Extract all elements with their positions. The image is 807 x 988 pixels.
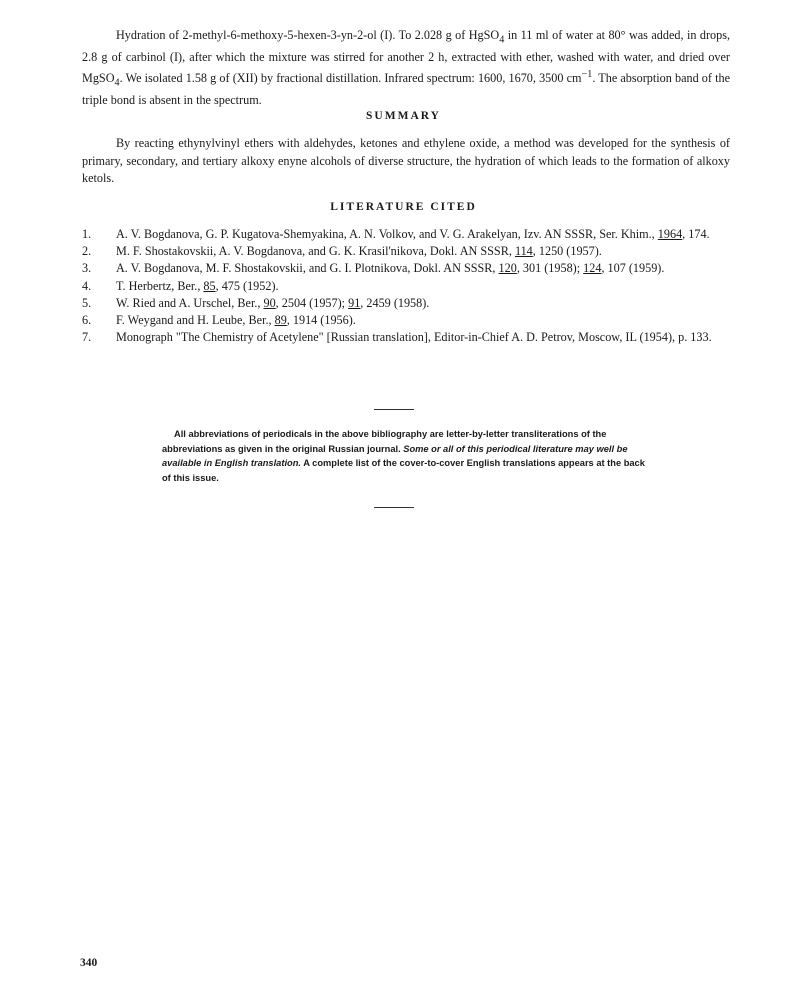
reference-item (82, 243, 732, 260)
reference-text: M. F. Shostakovskii, A. V. Bogdanova, and G. K. Krasil'nikova, Dokl. AN SSSR, 114, 1250 (1957). (116, 244, 602, 259)
reference-number: 7. (82, 330, 92, 345)
references-list (82, 226, 732, 346)
page-number: 340 (80, 957, 98, 969)
reference-number: 3. (82, 261, 92, 276)
hydration-text-intro: Hydration of 2-methyl-6-methoxy-5-hexen-3-yn-2-ol (I). To 2.028 g of HgSO (116, 28, 500, 42)
note-italic-text: Some or all of this periodical literature may well be available in English translation. (162, 443, 628, 468)
reference-volume: 90 (263, 295, 276, 310)
reference-volume: 114 (514, 244, 533, 259)
reference-number: 2. (82, 244, 92, 259)
reference-number: 4. (82, 278, 92, 293)
translation-note (162, 427, 646, 485)
hydration-paragraph (82, 27, 730, 110)
reference-volume: 124 (583, 261, 602, 276)
reference-number: 5. (82, 295, 92, 310)
reference-item (82, 226, 732, 243)
reference-year: 1964 (657, 227, 683, 241)
summary-paragraph: By reacting ethynylvinyl ethers with aldehydes, ketones and ethylene oxide, a method was developed for the synthesis of primary, secondary, and tertiary alkoxy enyne alcohols of diverse structure, the hydration of which leads to the formation of alkoxy ketols. (82, 136, 730, 185)
hydration-text-middle: in 11 ml of water at 80° was added, in drops, 2.8 g of carbinol (I), after which the mixture was stirred for another 2 h, extracted with ether, washed with water, and dried over MgSO (82, 28, 730, 86)
reference-text: W. Ried and A. Urschel, Ber., 90, 2504 (1957); 91, 2459 (1958). (116, 295, 430, 310)
subscript-mgso4: 4 (114, 77, 120, 89)
reference-number: 6. (82, 313, 92, 328)
reference-text: Monograph "The Chemistry of Acetylene" [Russian translation], Editor-in-Chief A. D. Petrov, Moscow, IL (1954), p. 133. (116, 330, 712, 345)
superscript-cm: −1 (581, 69, 593, 81)
reference-text: A. V. Bogdanova, M. F. Shostakovskii, and G. I. Plotnikova, Dokl. AN SSSR, 120, 301 (1958); 124, 107 (1959). (116, 261, 665, 276)
reference-item (82, 295, 732, 312)
divider-rule-top (374, 409, 414, 410)
note-text-end: A complete list of the cover-to-cover English translations appears at the back of this issue. (162, 458, 645, 483)
summary-heading: SUMMARY (366, 110, 441, 122)
reference-volume: 85 (203, 278, 216, 293)
literature-cited-heading: LITERATURE CITED (330, 201, 477, 213)
reference-item (82, 312, 732, 329)
reference-number: 1. (82, 227, 92, 241)
divider-rule-bottom (374, 507, 414, 508)
reference-text: F. Weygand and H. Leube, Ber., 89, 1914 (1956). (116, 313, 356, 328)
reference-volume: 89 (274, 313, 287, 328)
hydration-text-end: . The absorption band of the triple bond is absent in the spectrum. (82, 71, 730, 108)
reference-item (82, 329, 732, 346)
reference-item (82, 260, 732, 277)
reference-text: A. V. Bogdanova, G. P. Kugatova-Shemyakina, A. N. Volkov, and V. G. Arakelyan, Izv. AN SSSR, Ser. Khim., 1964, 174. (116, 227, 710, 241)
reference-volume: 91 (348, 295, 361, 310)
note-text-start: All abbreviations of periodicals in the above bibliography are letter-by-letter transliterations of the abbreviations as given in the original Russian journal. (162, 429, 607, 454)
hydration-text-spectrum: . We isolated 1.58 g of (XII) by fractional distillation. Infrared spectrum: 1600, 1670, 3500 cm (119, 71, 582, 86)
reference-volume: 120 (498, 261, 517, 276)
subscript-hgso4: 4 (499, 34, 505, 46)
reference-item (82, 278, 732, 295)
reference-text: T. Herbertz, Ber., 85, 475 (1952). (116, 278, 279, 293)
